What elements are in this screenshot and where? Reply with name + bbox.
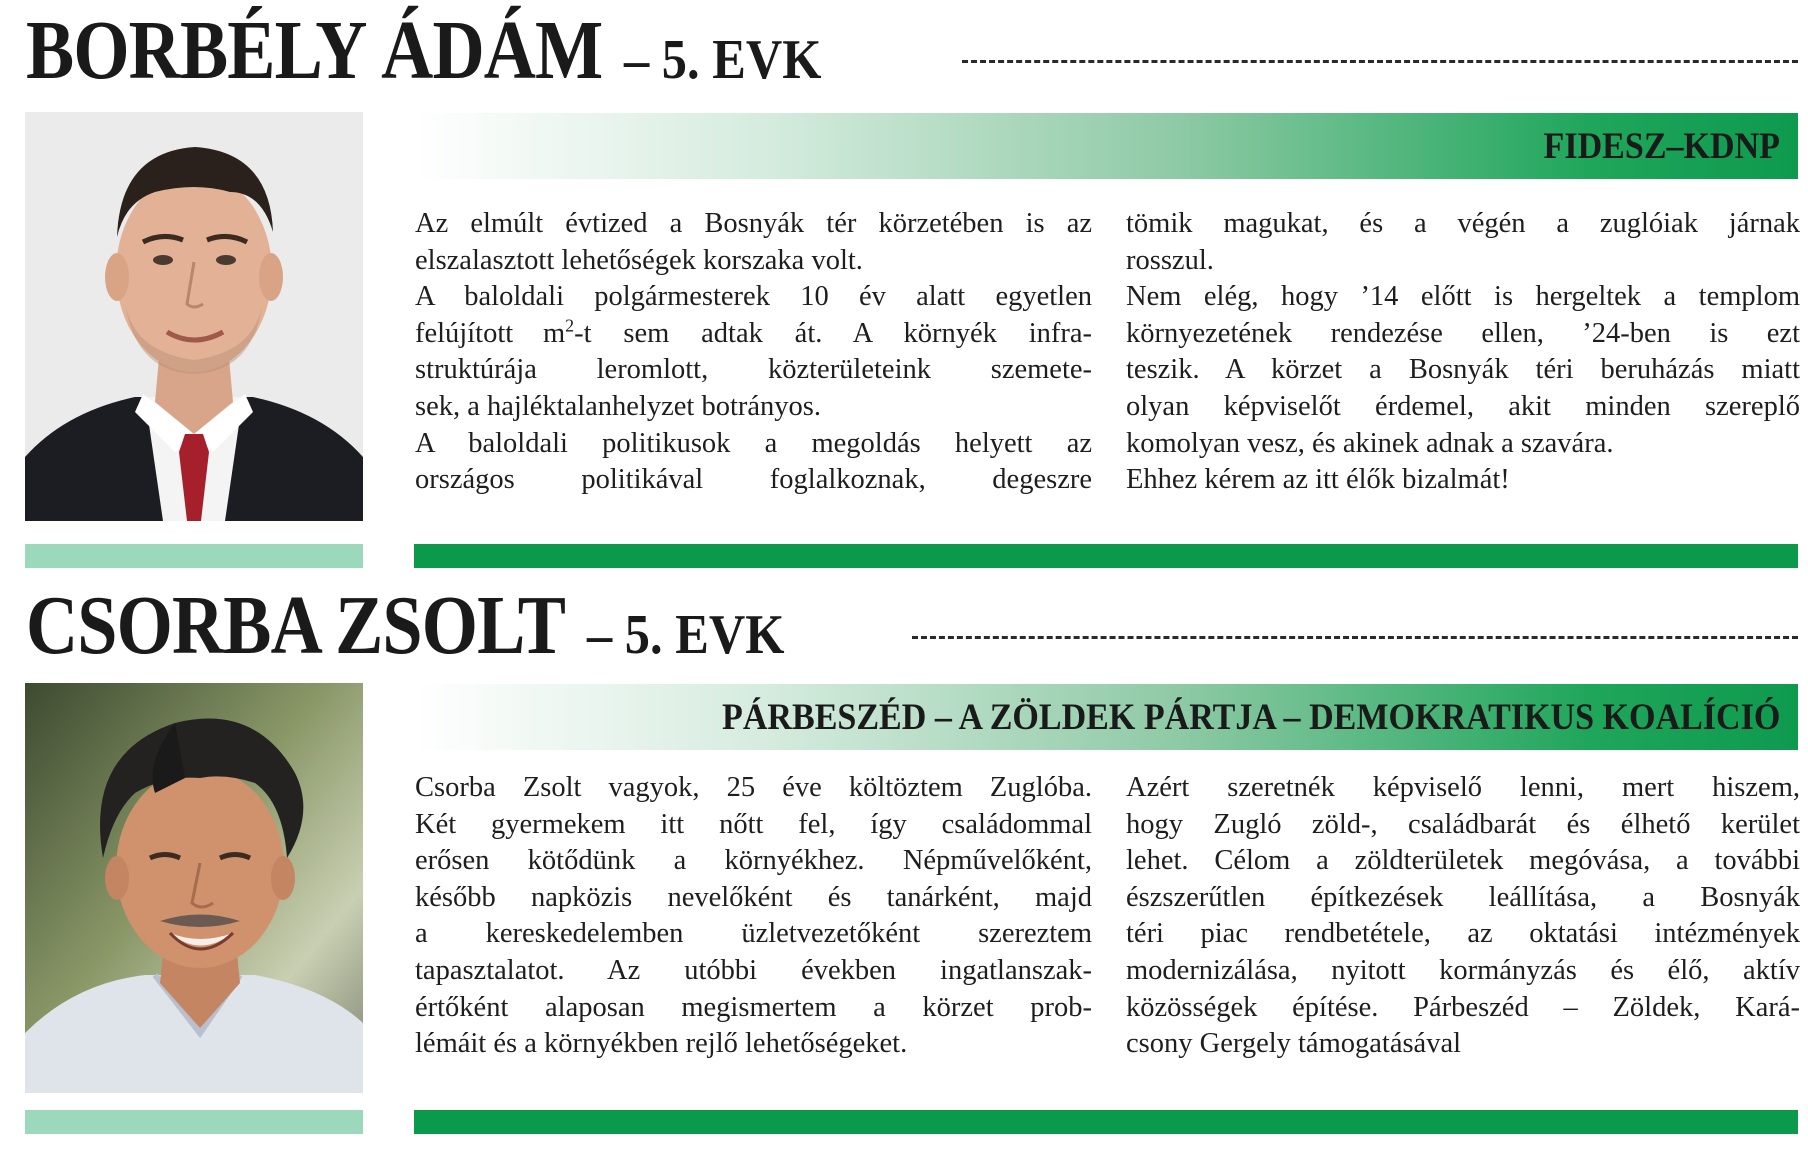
- superscript: 2: [565, 315, 575, 336]
- statement-text: felújított m: [415, 317, 566, 349]
- statement-line: Két gyermekem itt nőtt fel, így családommal: [415, 808, 1092, 840]
- section-divider-bar: [414, 1110, 1798, 1134]
- statement-line: csony Gergely támogatásával: [1126, 1028, 1462, 1060]
- statement-column-right: [1126, 770, 1800, 1063]
- statement-line: észszerűtlen építkezések leállítása, a Bosnyák: [1126, 881, 1800, 913]
- party-banner: [414, 684, 1798, 750]
- photo-accent-bar: [25, 1110, 363, 1134]
- statement-line: olyan képviselőt érdemel, akit minden szereplő: [1126, 390, 1800, 422]
- statement-line: komolyan vesz, és akinek adnak a szavára.: [1126, 427, 1614, 459]
- statement-line: modernizálása, nyitott kormányzás és élő, aktív: [1126, 954, 1800, 986]
- photo-accent-bar: [25, 544, 363, 568]
- statement-line: Csorba Zsolt vagyok, 25 éve költöztem Zuglóba.: [415, 772, 1092, 803]
- section-divider-bar: [414, 544, 1798, 568]
- heading-dashed-rule: [912, 636, 1798, 639]
- candidate-name: CSORBA ZSOLT: [26, 579, 566, 672]
- statement-line: közösségek építése. Párbeszéd – Zöldek, Kará-: [1126, 991, 1800, 1023]
- statement-line: sek, a hajléktalanhelyzet botrányos.: [415, 390, 821, 422]
- statement-line: A baloldali politikusok a megoldás helyett az: [415, 427, 1092, 459]
- statement-line-with-superscript: [415, 316, 1092, 353]
- party-name: PÁRBESZÉD – A ZÖLDEK PÁRTJA – DEMOKRATIKUS KOALÍCIÓ: [721, 696, 1780, 738]
- statement-line: a kereskedelemben üzletvezetőként szereztem: [415, 918, 1092, 950]
- candidate-heading: [26, 577, 806, 674]
- statement-line: Nem elég, hogy ’14 előtt is hergeltek a templom: [1126, 281, 1800, 313]
- statement-line: Ehhez kérem az itt élők bizalmát!: [1126, 464, 1510, 496]
- statement-line: Az elmúlt évtized a Bosnyák tér körzetében is az: [415, 208, 1092, 239]
- statement-column-left: [415, 770, 1092, 1063]
- statement-line: erősen kötődünk a környékhez. Népművelőként,: [415, 845, 1092, 877]
- statement-column-left: [415, 206, 1092, 499]
- statement-line: rosszul.: [1126, 244, 1214, 276]
- statement-text: -t sem adtak át. A környék infra-: [574, 317, 1092, 349]
- candidate-heading: [26, 2, 844, 99]
- district-label: – 5. EVK: [624, 29, 822, 91]
- heading-dashed-rule: [962, 60, 1798, 63]
- candidate-photo: [25, 112, 363, 521]
- statement-line: téri piac rendbetétele, az oktatási intézmények: [1126, 918, 1800, 950]
- statement-line: elszalasztott lehetőségek korszaka volt.: [415, 244, 863, 276]
- statement-line: tömik magukat, és a végén a zuglóiak járnak: [1126, 208, 1800, 239]
- district-label: – 5. EVK: [586, 604, 785, 666]
- portrait-photo-man-suit-icon: [25, 112, 363, 521]
- statement-line: hogy Zugló zöld-, családbarát és élhető kerület: [1126, 808, 1800, 840]
- portrait-photo-man-outdoors-icon: [25, 683, 363, 1093]
- candidate-name: BORBÉLY ÁDÁM: [26, 4, 603, 97]
- statement-line: tapasztalatot. Az utóbbi években ingatlanszak-: [415, 954, 1092, 986]
- statement-line: teszik. A körzet a Bosnyák téri beruházás miatt: [1126, 354, 1800, 386]
- statement-line: A baloldali polgármesterek 10 év alatt egyetlen: [415, 281, 1092, 313]
- statement-line: struktúrája leromlott, közterületeink szemete-: [415, 354, 1092, 386]
- party-banner: [414, 113, 1798, 179]
- party-name: FIDESZ–KDNP: [1543, 125, 1780, 167]
- candidate-photo: [25, 683, 363, 1093]
- statement-line: lehet. Célom a zöldterületek megóvása, a további: [1126, 845, 1800, 877]
- statement-line: később napközis nevelőként és tanárként, majd: [415, 881, 1092, 913]
- statement-column-right: [1126, 206, 1800, 499]
- statement-line: Azért szeretnék képviselő lenni, mert hiszem,: [1126, 772, 1800, 803]
- statement-line: környezetének rendezése ellen, ’24-ben is ezt: [1126, 317, 1800, 349]
- candidate-section-1: [0, 0, 1808, 575]
- statement-line: értőként alaposan megismertem a körzet prob-: [415, 991, 1092, 1023]
- statement-line: országos politikával foglalkoznak, degeszre: [415, 464, 1092, 496]
- candidate-section-2: [0, 575, 1808, 1158]
- statement-line: lémáit és a környékben rejlő lehetőségeket.: [415, 1028, 908, 1060]
